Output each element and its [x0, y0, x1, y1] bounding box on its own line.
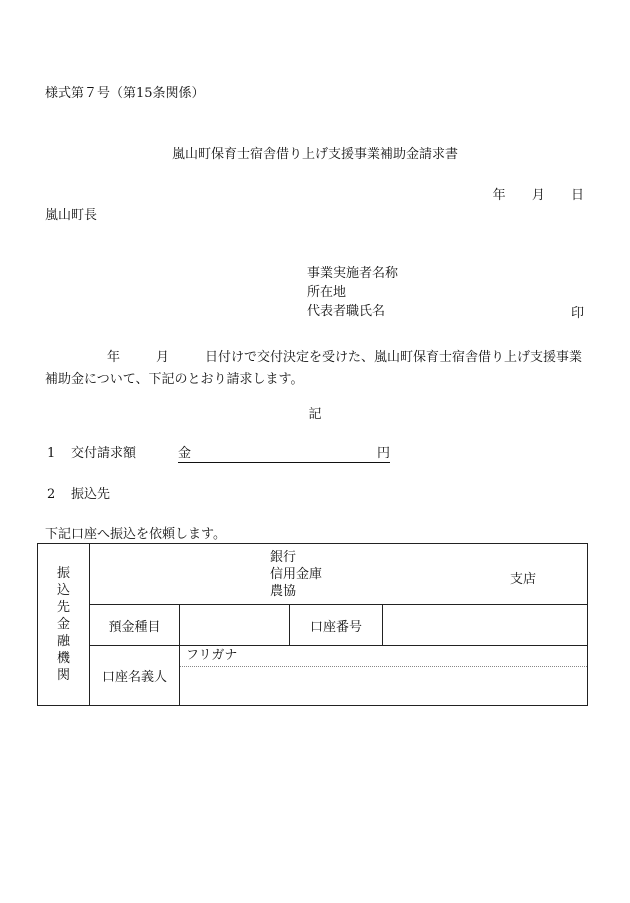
item2-label: 振込先 — [71, 487, 111, 502]
amount-yen: 円 — [376, 446, 390, 461]
institution-shinkin: 信用金庫 — [270, 567, 323, 582]
account-holder-label: 口座名義人 — [90, 646, 180, 706]
date-month: 月 — [531, 188, 545, 203]
amount-field[interactable] — [178, 447, 390, 463]
transfer-request: 下記口座へ振込を依頼します。 — [45, 527, 226, 542]
institution-cell[interactable] — [90, 544, 588, 605]
item-amount — [47, 447, 136, 460]
document-title: 嵐山町保育士宿舎借り上げ支援事業補助金請求書 — [171, 147, 458, 162]
item1-label: 交付請求額 — [71, 446, 137, 461]
bank-vertical-label: 振 込 先 金 融 機 関 — [38, 544, 90, 706]
bank-table — [37, 543, 588, 706]
institution-bank: 銀行 — [270, 550, 297, 565]
date-line — [493, 189, 584, 202]
applicant-address-label: 所在地 — [307, 285, 347, 300]
ki-heading: 記 — [308, 407, 322, 422]
deposit-type-field[interactable] — [180, 605, 290, 646]
body-text: 日付けで交付決定を受けた、嵐山町保育士宿舎借り上げ支援事業補助金について、下記のとおり請求します。 — [45, 350, 583, 387]
form-number: 様式第７号（第15条関係） — [45, 86, 205, 101]
seal-mark: 印 — [571, 306, 585, 321]
request-body — [45, 347, 590, 391]
applicant-block — [307, 267, 398, 324]
account-holder-cell[interactable] — [180, 646, 588, 706]
deposit-type-label: 預金種目 — [90, 605, 180, 646]
account-number-field[interactable] — [383, 605, 588, 646]
body-year: 年 — [107, 350, 121, 365]
date-day: 日 — [570, 188, 584, 203]
amount-kin: 金 — [178, 446, 192, 461]
item1-number: 1 — [47, 446, 56, 461]
institution-nokyo: 農協 — [270, 584, 297, 599]
applicant-rep-label: 代表者職氏名 — [307, 304, 386, 319]
date-year: 年 — [492, 188, 506, 203]
item-transfer — [47, 488, 110, 501]
branch-label: 支店 — [510, 572, 537, 587]
addressee: 嵐山町長 — [45, 208, 98, 223]
furigana-label: フリガナ — [180, 646, 587, 667]
institution-types — [270, 549, 322, 600]
account-holder-name-field[interactable] — [180, 667, 587, 705]
body-month: 月 — [156, 350, 170, 365]
item2-number: 2 — [47, 487, 56, 502]
applicant-name-label: 事業実施者名称 — [307, 266, 399, 281]
account-number-label: 口座番号 — [290, 605, 383, 646]
